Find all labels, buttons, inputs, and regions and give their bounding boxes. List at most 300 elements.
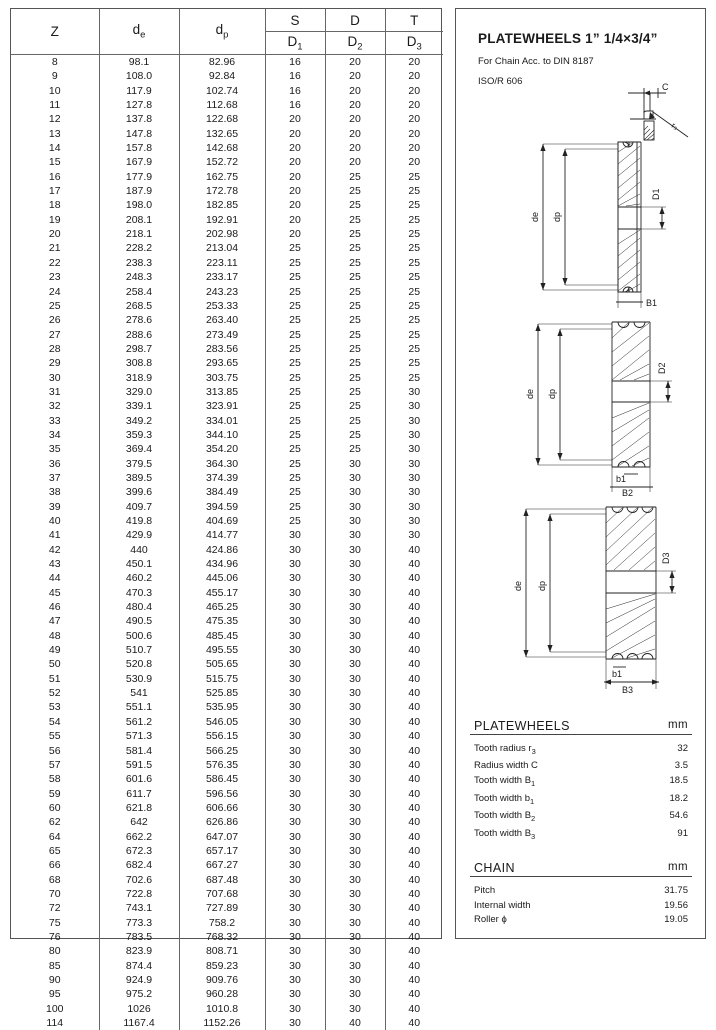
cell-dp: 152.72: [179, 155, 265, 169]
cell-z: 32: [11, 399, 99, 413]
dimension-label-dp: dp: [552, 212, 562, 222]
table-row: [11, 55, 443, 70]
cell-z: 17: [11, 184, 99, 198]
cell-d2: 30: [325, 772, 385, 786]
cell-d2: 25: [325, 356, 385, 370]
cell-d2: 30: [325, 830, 385, 844]
cell-de: 389.5: [99, 471, 179, 485]
cell-de: 137.8: [99, 112, 179, 126]
cell-z: 62: [11, 815, 99, 829]
cell-d3: 30: [385, 500, 443, 514]
cell-d3: 40: [385, 543, 443, 557]
cell-d2: 25: [325, 414, 385, 428]
platewheels-spec-title: PLATEWHEELS: [474, 719, 570, 733]
cell-de: 924.9: [99, 973, 179, 987]
cell-z: 57: [11, 758, 99, 772]
cell-z: 80: [11, 944, 99, 958]
cell-dp: 556.15: [179, 729, 265, 743]
cell-z: 18: [11, 198, 99, 212]
cell-dp: 162.75: [179, 170, 265, 184]
cell-dp: 768.32: [179, 930, 265, 944]
cell-d2: 25: [325, 399, 385, 413]
table-row: [11, 112, 443, 126]
cell-dp: 485.45: [179, 629, 265, 643]
cell-de: 98.1: [99, 55, 179, 70]
cell-dp: 505.65: [179, 657, 265, 671]
cell-dp: 394.59: [179, 500, 265, 514]
cell-z: 76: [11, 930, 99, 944]
cell-d3: 25: [385, 299, 443, 313]
cell-dp: 758.2: [179, 916, 265, 930]
table-row: [11, 571, 443, 585]
cell-d3: 40: [385, 571, 443, 585]
cell-d2: 30: [325, 629, 385, 643]
cell-d1: 20: [265, 141, 325, 155]
cell-d1: 30: [265, 629, 325, 643]
spec-row: [470, 827, 692, 844]
cell-d1: 16: [265, 98, 325, 112]
cell-z: 27: [11, 328, 99, 342]
cell-d2: 25: [325, 299, 385, 313]
cell-d1: 25: [265, 285, 325, 299]
cell-d1: 30: [265, 944, 325, 958]
cell-d2: 30: [325, 801, 385, 815]
cell-d1: 30: [265, 643, 325, 657]
cell-z: 49: [11, 643, 99, 657]
cell-de: 268.5: [99, 299, 179, 313]
cell-de: 702.6: [99, 873, 179, 887]
cell-de: 551.1: [99, 700, 179, 714]
cell-d1: 30: [265, 830, 325, 844]
cell-d1: 20: [265, 198, 325, 212]
cell-d3: 20: [385, 55, 443, 70]
cell-z: 55: [11, 729, 99, 743]
cell-d3: 40: [385, 700, 443, 714]
cell-de: 359.3: [99, 428, 179, 442]
cell-d3: 25: [385, 356, 443, 370]
cell-de: 773.3: [99, 916, 179, 930]
cell-de: 198.0: [99, 198, 179, 212]
cell-dp: 223.11: [179, 256, 265, 270]
cell-dp: 455.17: [179, 586, 265, 600]
cell-d2: 20: [325, 141, 385, 155]
spec-label-subscript: 1: [531, 779, 535, 788]
cell-dp: 687.48: [179, 873, 265, 887]
cell-d3: 40: [385, 1002, 443, 1016]
cell-d1: 20: [265, 227, 325, 241]
cell-d3: 30: [385, 457, 443, 471]
cell-de: 298.7: [99, 342, 179, 356]
table-row: [11, 973, 443, 987]
subscript-3: 3: [416, 41, 421, 52]
cell-z: 43: [11, 557, 99, 571]
cell-d1: 25: [265, 356, 325, 370]
table-row: [11, 830, 443, 844]
cell-z: 37: [11, 471, 99, 485]
page-title: PLATEWHEELS 1” 1/4×3/4”: [478, 31, 658, 46]
table-row: [11, 873, 443, 887]
spec-row: [470, 774, 692, 791]
cell-d1: 20: [265, 127, 325, 141]
cell-de: 218.1: [99, 227, 179, 241]
table-row: [11, 557, 443, 571]
spacer: [470, 844, 692, 861]
cell-dp: 647.07: [179, 830, 265, 844]
table-row: [11, 528, 443, 542]
chain-spec-title: CHAIN: [474, 861, 515, 875]
cell-d3: 40: [385, 901, 443, 915]
cell-d2: 25: [325, 270, 385, 284]
cell-d1: 30: [265, 758, 325, 772]
subscript-p: p: [223, 30, 228, 41]
cell-z: 60: [11, 801, 99, 815]
cell-de: 288.6: [99, 328, 179, 342]
cell-d2: 30: [325, 944, 385, 958]
cell-z: 38: [11, 485, 99, 499]
cell-d3: 40: [385, 686, 443, 700]
cell-z: 41: [11, 528, 99, 542]
chain-spec-unit: mm: [668, 861, 688, 875]
cell-z: 40: [11, 514, 99, 528]
cell-de: 248.3: [99, 270, 179, 284]
spec-row: [470, 792, 692, 809]
cell-de: 823.9: [99, 944, 179, 958]
cell-z: 47: [11, 614, 99, 628]
cell-de: 470.3: [99, 586, 179, 600]
cell-d2: 30: [325, 672, 385, 686]
parameter-summary: [470, 719, 692, 928]
table-row: [11, 213, 443, 227]
cell-d1: 30: [265, 858, 325, 872]
cell-d3: 40: [385, 758, 443, 772]
cell-d1: 30: [265, 657, 325, 671]
cell-de: 127.8: [99, 98, 179, 112]
cell-dp: 82.96: [179, 55, 265, 70]
platewheels-spec-rows: [470, 742, 692, 844]
cell-d2: 30: [325, 686, 385, 700]
table-row: [11, 772, 443, 786]
cell-d1: 25: [265, 414, 325, 428]
cell-de: 278.6: [99, 313, 179, 327]
table-row: [11, 901, 443, 915]
table-row: [11, 700, 443, 714]
table-row: [11, 98, 443, 112]
cell-dp: 535.95: [179, 700, 265, 714]
table-row: [11, 787, 443, 801]
cell-d3: 25: [385, 213, 443, 227]
table-row: [11, 514, 443, 528]
cell-de: 682.4: [99, 858, 179, 872]
cell-z: 42: [11, 543, 99, 557]
cell-d2: 30: [325, 873, 385, 887]
cell-d3: 40: [385, 614, 443, 628]
cell-z: 12: [11, 112, 99, 126]
cell-dp: 263.40: [179, 313, 265, 327]
dimension-label-d3: D3: [661, 552, 671, 564]
cell-de: 450.1: [99, 557, 179, 571]
cell-d3: 25: [385, 270, 443, 284]
cell-d2: 20: [325, 112, 385, 126]
cell-z: 10: [11, 84, 99, 98]
cell-z: 100: [11, 1002, 99, 1016]
spec-label: Tooth width $B_2$: [474, 809, 535, 826]
cell-z: 48: [11, 629, 99, 643]
cell-de: 177.9: [99, 170, 179, 184]
cell-z: 25: [11, 299, 99, 313]
table-row: [11, 944, 443, 958]
cell-z: 70: [11, 887, 99, 901]
cell-d1: 30: [265, 787, 325, 801]
cell-d2: 30: [325, 471, 385, 485]
cell-dp: 92.84: [179, 69, 265, 83]
cell-d2: 30: [325, 700, 385, 714]
cell-z: 29: [11, 356, 99, 370]
cell-dp: 465.25: [179, 600, 265, 614]
cell-de: 379.5: [99, 457, 179, 471]
cell-de: 157.8: [99, 141, 179, 155]
cell-de: 460.2: [99, 571, 179, 585]
cell-z: 36: [11, 457, 99, 471]
cell-de: 308.8: [99, 356, 179, 370]
spec-label-subscript: 1: [530, 796, 534, 805]
dimension-label-d1: D1: [651, 188, 661, 200]
cell-d3: 40: [385, 772, 443, 786]
cell-z: 11: [11, 98, 99, 112]
column-header-de: $d_e$: [99, 9, 179, 55]
cell-de: 117.9: [99, 84, 179, 98]
cell-dp: 273.49: [179, 328, 265, 342]
cell-d2: 20: [325, 84, 385, 98]
dimension-label-de: de: [513, 581, 523, 591]
cell-d1: 30: [265, 557, 325, 571]
cell-d1: 30: [265, 801, 325, 815]
cell-d1: 30: [265, 1002, 325, 1016]
table-row: [11, 241, 443, 255]
subscript-1: 1: [297, 41, 302, 52]
cell-d1: 25: [265, 371, 325, 385]
cell-d1: 30: [265, 686, 325, 700]
cell-d2: 30: [325, 930, 385, 944]
cell-dp: 243.23: [179, 285, 265, 299]
cell-d1: 30: [265, 930, 325, 944]
cell-z: 66: [11, 858, 99, 872]
cell-z: 8: [11, 55, 99, 70]
table-row: [11, 170, 443, 184]
cell-d2: 30: [325, 815, 385, 829]
cell-z: 53: [11, 700, 99, 714]
cell-z: 35: [11, 442, 99, 456]
cell-z: 68: [11, 873, 99, 887]
cell-d3: 30: [385, 428, 443, 442]
cell-d3: 40: [385, 744, 443, 758]
table-row: [11, 600, 443, 614]
cell-z: 58: [11, 772, 99, 786]
cell-d1: 25: [265, 342, 325, 356]
cell-d1: 16: [265, 69, 325, 83]
cell-d3: 40: [385, 815, 443, 829]
subscript-2: 2: [357, 41, 362, 52]
spec-label-subscript: 3: [531, 831, 535, 840]
cell-dp: 546.05: [179, 715, 265, 729]
cell-d3: 20: [385, 69, 443, 83]
cell-z: 22: [11, 256, 99, 270]
cell-z: 72: [11, 901, 99, 915]
table-row: [11, 815, 443, 829]
cell-d3: 40: [385, 657, 443, 671]
table-header-row-group: [11, 9, 443, 32]
cell-d3: 40: [385, 557, 443, 571]
cell-d1: 20: [265, 170, 325, 184]
cell-d2: 30: [325, 614, 385, 628]
cell-z: 75: [11, 916, 99, 930]
cell-d1: 30: [265, 571, 325, 585]
cell-d2: 30: [325, 715, 385, 729]
cell-d2: 30: [325, 643, 385, 657]
cell-dp: 424.86: [179, 543, 265, 557]
table-header: [11, 9, 443, 55]
cell-d3: 25: [385, 342, 443, 356]
table-row: [11, 916, 443, 930]
cell-z: 21: [11, 241, 99, 255]
cell-de: 520.8: [99, 657, 179, 671]
spec-label: Roller ϕ: [474, 913, 507, 928]
cell-z: 31: [11, 385, 99, 399]
cell-z: 51: [11, 672, 99, 686]
cell-d2: 25: [325, 313, 385, 327]
cell-de: 874.4: [99, 959, 179, 973]
cell-de: 581.4: [99, 744, 179, 758]
table-row: [11, 657, 443, 671]
table-row: [11, 729, 443, 743]
cell-z: 19: [11, 213, 99, 227]
table-row: [11, 586, 443, 600]
cell-d2: 30: [325, 844, 385, 858]
spec-label: Radius width C: [474, 759, 538, 774]
cell-d3: 40: [385, 959, 443, 973]
cell-de: 490.5: [99, 614, 179, 628]
cell-d1: 25: [265, 299, 325, 313]
cell-d1: 30: [265, 959, 325, 973]
cell-d1: 30: [265, 887, 325, 901]
cell-d1: 25: [265, 485, 325, 499]
cell-z: 15: [11, 155, 99, 169]
cell-z: 85: [11, 959, 99, 973]
cell-dp: 667.27: [179, 858, 265, 872]
cell-de: 571.3: [99, 729, 179, 743]
cell-z: 45: [11, 586, 99, 600]
cell-z: 14: [11, 141, 99, 155]
cell-d2: 30: [325, 528, 385, 542]
cell-d3: 25: [385, 256, 443, 270]
dimension-label-b1-inner: b1: [616, 474, 626, 484]
cell-de: 591.5: [99, 758, 179, 772]
column-header-d3: $D_3$: [385, 32, 443, 55]
cell-d3: 25: [385, 227, 443, 241]
cell-d3: 40: [385, 729, 443, 743]
cell-d1: 30: [265, 528, 325, 542]
table-row: [11, 686, 443, 700]
cell-d1: 30: [265, 543, 325, 557]
dimension-label-b1-inner: b1: [612, 669, 622, 679]
cell-d2: 30: [325, 657, 385, 671]
specification-table-panel: [10, 8, 442, 939]
table-row: [11, 227, 443, 241]
cell-d3: 40: [385, 643, 443, 657]
cell-d3: 30: [385, 485, 443, 499]
cell-dp: 293.65: [179, 356, 265, 370]
table-row: [11, 457, 443, 471]
cell-d2: 30: [325, 1002, 385, 1016]
table-row: [11, 198, 443, 212]
spec-row: [470, 884, 692, 899]
cell-d3: 40: [385, 672, 443, 686]
duplex-sprocket-drawing: [466, 314, 706, 496]
cell-dp: 182.85: [179, 198, 265, 212]
chain-spec-header: [470, 861, 692, 877]
cell-z: 114: [11, 1016, 99, 1030]
cell-d3: 30: [385, 414, 443, 428]
cell-d3: 40: [385, 916, 443, 930]
cell-d3: 25: [385, 285, 443, 299]
table-row: [11, 930, 443, 944]
cell-d3: 25: [385, 184, 443, 198]
cell-z: 9: [11, 69, 99, 83]
cell-dp: 727.89: [179, 901, 265, 915]
cell-d3: 25: [385, 328, 443, 342]
cell-dp: 596.56: [179, 787, 265, 801]
cell-z: 59: [11, 787, 99, 801]
cell-de: 349.2: [99, 414, 179, 428]
table-row: [11, 84, 443, 98]
cell-de: 238.3: [99, 256, 179, 270]
cell-d1: 30: [265, 715, 325, 729]
cell-d2: 30: [325, 586, 385, 600]
cell-z: 24: [11, 285, 99, 299]
cell-z: 34: [11, 428, 99, 442]
cell-d3: 40: [385, 973, 443, 987]
cell-d2: 25: [325, 342, 385, 356]
cell-d3: 25: [385, 198, 443, 212]
cell-z: 26: [11, 313, 99, 327]
cell-d1: 30: [265, 844, 325, 858]
cell-d3: 20: [385, 141, 443, 155]
cell-d3: 40: [385, 1016, 443, 1030]
table-row: [11, 715, 443, 729]
dimension-label-dp: dp: [547, 389, 557, 399]
spec-value: 19.05: [640, 913, 688, 928]
table-row: [11, 643, 443, 657]
cell-d1: 30: [265, 772, 325, 786]
cell-d2: 30: [325, 758, 385, 772]
platewheels-spec-unit: mm: [668, 719, 688, 733]
table-row: [11, 629, 443, 643]
cell-dp: 1010.8: [179, 1002, 265, 1016]
cell-dp: 404.69: [179, 514, 265, 528]
cell-dp: 313.85: [179, 385, 265, 399]
sprocket-dimension-table: [11, 9, 443, 1030]
cell-d1: 25: [265, 442, 325, 456]
cell-de: 1167.4: [99, 1016, 179, 1030]
cell-dp: 202.98: [179, 227, 265, 241]
table-row: [11, 543, 443, 557]
cell-d3: 40: [385, 930, 443, 944]
cell-dp: 253.33: [179, 299, 265, 313]
cell-d2: 25: [325, 328, 385, 342]
table-row: [11, 428, 443, 442]
cell-d2: 30: [325, 485, 385, 499]
cell-d3: 40: [385, 830, 443, 844]
cell-d1: 25: [265, 256, 325, 270]
